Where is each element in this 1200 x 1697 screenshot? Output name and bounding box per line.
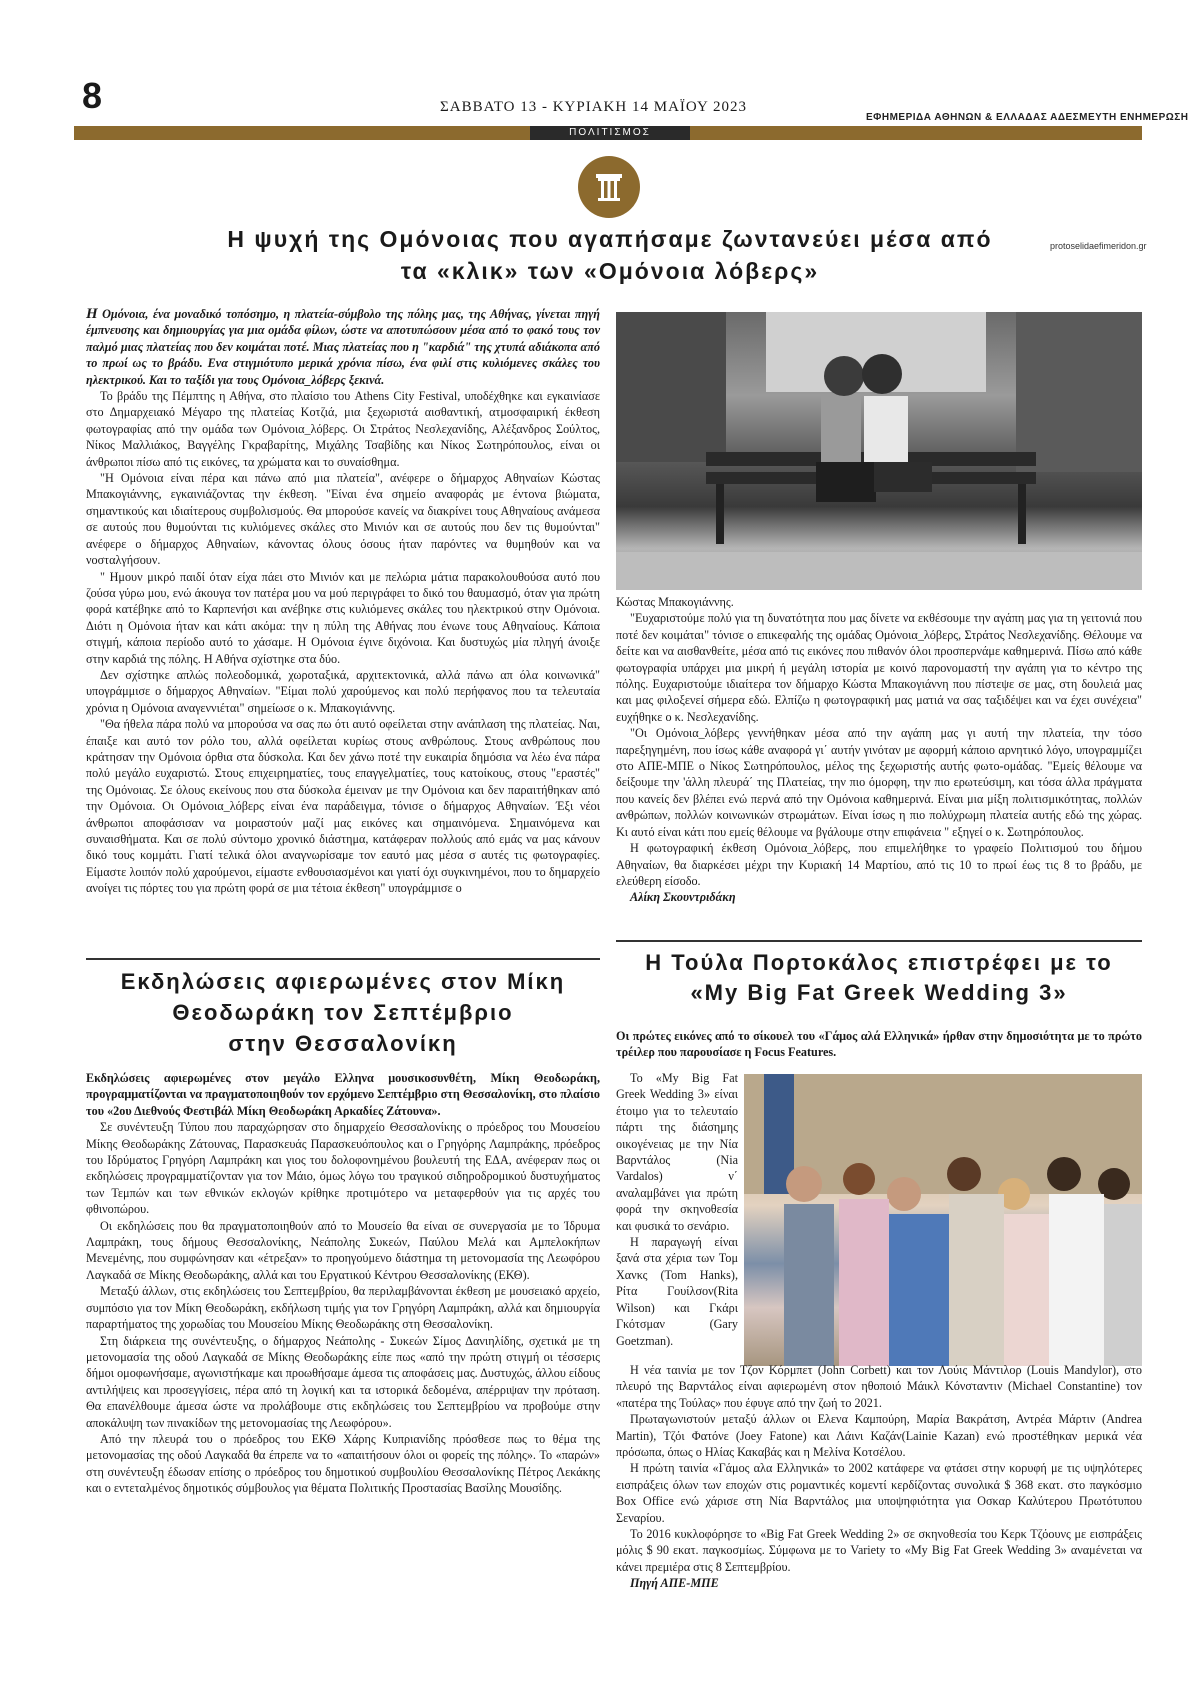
article2-paragraph: Στη διάρκεια της συνέντευξης, ο δήμαρχος Νεάπολης - Συκεών Σίμος Δανιηλίδης, σχετικά με τη μετονομασία της οδού Λαγκαδά σε Μίκης Θεοδωράκης είπε πως «από την πρώτη στιγμή οι τέσσερις δήμοι ομοφωνήσαμε, αγωνιστήκαμε και προωθήσαμε άμεσα τις αποφάσεις μας. Δυστυχώς, άλλου είδους αντιλήψεις και προσεγγίσεις, πέρα από τη λογική και τα ιστορικά δεδομένα, απέρριψαν την πρόταση. Θα επανέλθουμε άμεσα ώστε να προλάβουμε στις εκδηλώσεις του Σεπτεμβρίου να προβούμε στην αποκάλυψη των πινακίδων της μετονομασίας της Λεωφόρου». bbox=[86, 1333, 601, 1430]
article3-body-narrow bbox=[616, 1070, 738, 1360]
article1-dropcap: Η bbox=[86, 306, 98, 322]
article2-headline bbox=[86, 966, 600, 1059]
date-line: ΣΑΒΒΑΤΟ 13 - ΚΥΡΙΑΚΗ 14 ΜΑΪΟΥ 2023 bbox=[440, 99, 748, 115]
article1-paragraph: Η φωτογραφική έκθεση Ομόνοια_λόβερς, που επιμελήθηκε το γραφείο Πολιτισμού του δήμου Αθηναίων, θα διαρκέσει μέχρι την Κυριακή 14 Μαρτίου, από τις 10 το πρωί έως τις 8 το βράδυ, με ελεύθερη είσοδο. bbox=[616, 841, 1142, 888]
article3-headline bbox=[616, 948, 1142, 1008]
article3-headline-line1: Η Τούλα Πορτοκάλος επιστρέφει με το bbox=[645, 950, 1113, 975]
article1-paragraph: "Οι Ομόνοια_λόβερς γεννήθηκαν μέσα από την αγάπη μας γι αυτή την πλατεία, την τόσο παρεξηγημένη, που ίσως κάθε αναφορά γι΄ αυτήν γινόταν με αφορμή κάποιο αρνητικό λόγο, υπογραμμίζει στο ΑΠΕ-ΜΠΕ ο Νίκος Σωτηρόπουλος, μέλος της ξεχωριστής αυτής φωτο-ομάδας. "Εμείς θέλουμε να δείξουμε την 'άλλη πλευρά΄ της Πλατείας, την πιο όμορφη, την πιο ερωτεύσιμη, και τόσα άλλα πράγματα που κανείς δεν βλέπει ενώ περνά από την Ομόνοια καθημερινά. Είναι μια μίξη πολιτισμικότητας, πολλών ανθρώπων, πολλών κοινωνικών στρωμάτων. Είναι ίσως η πιο πολύχρωμη πλατεία αυτής εδώ της χώρας. Κι αυτό είναι κάτι που εμείς θέλουμε να βγάλουμε στην επιφάνεια " εξηγεί ο κ. Σωτηρόπουλος. bbox=[616, 726, 1142, 839]
article3-lead: Οι πρώτες εικόνες από το σίκουελ του «Γάμος αλά Ελληνικά» ήρθαν στην δημοσιότητα με το πρώτο τρέιλερ που παρουσίασε η Focus Features. bbox=[616, 1029, 1142, 1060]
article1-headline-line2: τα «κλικ» των «Ομόνοια λόβερς» bbox=[400, 258, 820, 284]
article1-headline-line1: Η ψυχή της Ομόνοιας που αγαπήσαμε ζωντανεύει μέσα από bbox=[227, 226, 993, 252]
site-watermark: protoselidaefimeridon.gr bbox=[1050, 241, 1147, 251]
article3-paragraph: Η νέα ταινία με τον Τζον Κόρμπετ (John Corbett) και τον Λούις Μάντιλορ (Louis Mandylor), στο πλευρό της Βαρντάλος είναι αφιερωμένη στον ηθοποιό Μάικλ Κόνσταντιν (Michael Constantine) τον «πατέρα της Τούλας» που έφυγε από την ζωή το 2021. bbox=[616, 1363, 1142, 1410]
article2-paragraph: Μεταξύ άλλων, στις εκδηλώσεις του Σεπτεμβρίου, θα περιλαμβάνονται έκθεση με μουσειακό αρχείο, συμπόσιο για τον Μίκη Θεοδωράκη, εκδήλωση τιμής για τον Γρηγόρη Λαμπράκη, αλλά και δημιουργία παραρτήματος της χορωδίας του Μουσείου Μίκης Θεοδωράκης στη Θεσσαλονίκη. bbox=[86, 1284, 600, 1332]
article1-paragraph: " Ημουν μικρό παιδί όταν είχα πάει στο Μινιόν και με πελώρια μάτια παρακολουθούσα αυτό που ζούσα γύρω μου, ενώ άκουγα τον πατέρα μου να μού περιγράφει το δικό του θαυμασμό, όταν για πρώτη φορά κατέβηκε από το Καρπενήσι και ανέβηκε στις κυλιόμενες σκάλες του ηλεκτρικού στην Ομόνοια. Διότι η Ομόνοια ήταν και κάτι ακόμα: την η πύλη της Αθήνας που ένωνε τους Αθηναίους. Κάποια στιγμή, κάποια περίοδο αυτό το χάσαμε. Η Ομόνοια έγινε διχόνοια. Και δυστυχώς μία πληγή άνοιξε στην καρδιά της πόλης. Η Αθήνα σχίστηκε στα δύο. bbox=[86, 569, 600, 666]
article3-paragraph: Το «My Big Fat Greek Wedding 3» είναι έτοιμο για το τελευταίο πάρτι της διάσημης οικογένειας με την Νία Βαρντάλος (Nia Vardalos) ν΄ αναλαμβάνει για πρώτη φορά την σκηνοθεσία και φυσικά το σενάριο. bbox=[616, 1071, 738, 1233]
article1-headline bbox=[210, 223, 1010, 287]
article2-headline-line1: Εκδηλώσεις αφιερωμένες στον Μίκη bbox=[120, 969, 566, 994]
article3-source: Πηγή ΑΠΕ-ΜΠΕ bbox=[630, 1576, 719, 1591]
section-label: ΠΟΛΙΤΙΣΜΟΣ bbox=[530, 126, 690, 140]
article1-body-right bbox=[616, 594, 1142, 926]
article1-paragraph: "Θα ήθελα πάρα πολύ να μπορούσα να σας πω ότι αυτό οφείλεται στην ανάπλαση της πλατείας. Ναι, έπαιξε και αυτό τον ρόλο του, αλλά οφείλεται κυρίως στους ανθρώπους. Στους ανθρώπους που κράτησαν την Ομόνοια όρθια στα δύσκολα. Και δεν χάνω ποτέ την ευκαιρία δημόσια να λέω ένα πάρα πολύ μεγάλο ευχαριστώ. Στους επιχειρηματίες, τους επαγγελματίες, τους κατοίκους, στους "εραστές" της Ομόνοιας. Σε όλους εκείνους που στα δύσκολα έμειναν με την Ομόνοια και δεν παραιτήθηκαν από την Ομόνοια. Οι Ομόνοια_λόβερς είναι ένα παράδειγμα, τόνισε ο δήμαρχος Αθηναίων. Έξι νέοι άνθρωποι αποφάσισαν να μοιραστούν μαζί μας εικόνες και σημαινόμενα. Σημαινόμενα και συναισθήματα. Και σε πολύ σύντομο χρονικό διάστημα, κατάφεραν πολλούς από εμάς να μας κάνουν δικό τους κομμάτι. Γιατί τελικά όλοι αναγνωρίσαμε τον εαυτό μας μέσα σ αυτές τις φωτογραφίες. Είμαστε λοιπόν πολύ χαρούμενοι, είμαστε ενθουσιασμένοι και γιατί όχι συγκινημένοι, που το δημαρχείο ανοίγει τις πόρτες του για πρώτη φορά σε μια τέτοια έκθεση" υπογράμμισε ο bbox=[86, 717, 600, 896]
divider bbox=[86, 958, 600, 960]
page-number: 8 bbox=[82, 75, 103, 116]
masthead-banner: ΕΦΗΜΕΡΙΔΑ ΑΘΗΝΩΝ & ΕΛΛΑΔΑΣ ΑΔΕΣΜΕΥΤΗ ΕΝΗΜΕΡΩΣΗ bbox=[866, 112, 1189, 123]
article3-paragraph: Το 2016 κυκλοφόρησε το «Big Fat Greek Wedding 2» σε σκηνοθεσία του Κερκ Τζόουνς με εισπράξεις μόλις $ 90 εκατ. παγκοσμίως. Σύμφωνα με το Variety το «My Big Fat Greek Wedding 3» αναμένεται να κάνει πρεμιέρα στις 8 Σεπτεμβρίου. bbox=[616, 1527, 1142, 1574]
article1-lead-text: Ομόνοια, ένα μοναδικό τοπόσημο, η πλατεία-σύμβολο της πόλης μας, της Αθήνας, γίνεται πηγή έμπνευσης και δημιουργίας για μια ομάδα φίλων, ώστε να αποτυπώσουν μέσα από το φακό τους τον παλμό μιας πλατείας που δεν κοιμάται ποτέ. Μιας πλατείας που η "καρδιά" της χτυπά αδιάκοπα από το πρωί ως το βράδυ. Ενα στιγμιότυπο μερικά χρόνια πίσω, ένα φιλί στις κυλιόμενες σκάλες του ηλεκτρικού. Και το ταξίδι για τους Ομόνοια_λόβερς ξεκινά. bbox=[86, 307, 600, 387]
article3-headline-line2: «My Big Fat Greek Wedding 3» bbox=[690, 980, 1068, 1005]
article2-paragraph: Σε συνέντευξη Τύπου που παραχώρησαν στο δημαρχείο Θεσσαλονίκης ο πρόεδρος του Μουσείου Μίκης Θεοδωράκης Ζάτουνας, Παρασκευάς Παρασκευόπουλος και ο Γρηγόρης Λαμπράκης, πρόεδρος του Ιδρύματος Γρηγόρη Λαμπράκη και γιος του δολοφονημένου βουλευτή της ΕΔΑ, ανέφεραν πως οι εκδηλώσεις προγραμματίζονταν για τον Μάιο, όμως λόγω του τραγικού σιδηροδρομικού δυστυχήματος των Τεμπών και των εθνικών εκλογών κρίθηκε προτιμότερο να μεταφερθούν για τις αρχές του φθινοπώρου. bbox=[86, 1120, 600, 1217]
article2-headline-line2: Θεοδωράκη τον Σεπτέμβριο bbox=[172, 1000, 514, 1025]
column-icon bbox=[578, 156, 640, 218]
article1-paragraph: Το βράδυ της Πέμπτης η Αθήνα, στο πλαίσιο του Athens City Festival, υποδέχθηκε και εγκαινίασε στο Δημαρχειακό Μέγαρο της πλατείας Κοτζιά, μια ξεχωριστά αισθαντική, ατμοσφαιρική έκθεση φωτογραφίας από την ομάδα των Ομόνοια_λόβερς. Οι Στράτος Νεσλεχανίδης, Αλέξανδρος Σούλτος, Νίκος Μαλλιάκος, Βαγγέλης Γκραβαρίτης, Μιχάλης Τσαβίδης και Νίκος Σωτηρόπουλος, είναι οι άνθρωποι πίσω από τις εικόνες, τα χρώματα και το συναίσθημα. bbox=[86, 389, 600, 469]
omonoia-couple-photo bbox=[616, 312, 1142, 590]
article2-paragraph: Από την πλευρά του ο πρόεδρος του ΕΚΘ Χάρης Κυπριανίδης πρόσθεσε πως το θέμα της μετονομασίας της οδού Λαγκαδά θα έπρεπε να το «απαιτήσουν όλοι οι φορείς της πόλης». Το «παρών» στη συνέντευξη έδωσαν επίσης ο πρόεδρος του δημοτικού συμβουλίου Θεσσαλονίκης Πέτρος Λεκάκης και ο εντεταλμένος δημοτικός σύμβουλος για θέματα Πολιτικής Προστασίας Βασίλης Μουσίδης. bbox=[86, 1431, 600, 1496]
article2-headline-line3: στην Θεσσαλονίκη bbox=[228, 1031, 458, 1056]
article1-byline: Αλίκη Σκουντριδάκη bbox=[630, 890, 736, 905]
article3-paragraph: Πρωταγωνιστούν μεταξύ άλλων οι Ελενα Καμπούρη, Μαρία Βακράτση, Αντρέα Μάρτιν (Andrea Martin), Τζόι Φατόνε (Joey Fatone) και Λάινι Καζάν(Lainie Kazan) ενώ προστέθηκαν μερικά νέα πρόσωπα, όπως ο Ηλίας Κακαβάς και η Μελίνα Κοτσέλου. bbox=[616, 1412, 1142, 1460]
article1-paragraph: Δεν σχίστηκε απλώς πολεοδομικά, χωροταξικά, αρχιτεκτονικά, αλλά πάνω απ όλα κοινωνικά" υπογράμμισε ο δήμαρχος Αθηναίων. "Είμαι πολύ χαρούμενος και πολύ περήφανος που τα τελευταία χρόνια η Ομόνοια αναγεννιέται" σημείωσε ο κ. Μπακογιάννης. bbox=[86, 667, 600, 715]
article1-body-left bbox=[86, 306, 600, 954]
article3-paragraph: Η παραγωγή είναι ξανά στα χέρια των Τομ Χανκς (Tom Hanks), Ρίτα Γουίλσον(Rita Wilson) και Γκάρι Γκότσμαν (Gary Goetzman). bbox=[616, 1235, 738, 1348]
article1-paragraph: "Η Ομόνοια είναι πέρα και πάνω από μια πλατεία", ανέφερε ο δήμαρχος Αθηναίων Κώστας Μπακογιάννης, εγκαινιάζοντας την έκθεση. "Είναι ένα σημείο αναφοράς με έντονα βιώματα, σημαντικούς και ιδιαίτερους συμβολισμούς. Θα μπορούσε κανείς να διακρίνει τους Αθηναίους ανάμεσα σε αυτούς που θυμούνται τις κυλιόμενες σκάλες στο Μινιόν και σε αυτούς που δεν τις θυμούνται" ανέφερε ο δήμαρχος Αθηναίων, κάνοντας όλους όσους ήταν παρόντες να θυμηθούν και να νοσταλγήσουν. bbox=[86, 471, 600, 568]
article1-paragraph-continued: Κώστας Μπακογιάννης. bbox=[616, 595, 734, 609]
article3-paragraph: Η πρώτη ταινία «Γάμος αλα Ελληνικά» το 2002 κατάφερε να φτάσει στην κορυφή με τις υψηλότερες εισπράξεις όλων των εποχών στις ρομαντικές κομεντί κερδίζοντας συνολικά $ 368 εκατ. στο παγκόσμιο Box Office ενώ χάρισε στη Νία Βαρντάλος μια υποψηφιότητα για Οσκαρ Καλύτερου Πρωτότυπου Σεναρίου. bbox=[616, 1461, 1142, 1525]
article2-lead: Εκδηλώσεις αφιερωμένες στον μεγάλο Ελληνα μουσικοσυνθέτη, Μίκη Θεοδωράκη, προγραμματίζονται να πραγματοποιηθούν τον ερχόμενο Σεπτέμβριο στη Θεσσαλονίκη, στο πλαίσιο του «2ου Διεθνούς Φεστιβάλ Μίκη Θεοδωράκη Αρκαδίες Ζάτουνα». bbox=[86, 1071, 600, 1118]
article1-paragraph: "Ευχαριστούμε πολύ για τη δυνατότητα που μας δίνετε να εκθέσουμε την αγάπη μας για τη γειτονιά που ποτέ δεν κοιμάται" τόνισε ο επικεφαλής της ομάδας Ομόνοια_λόβερς, Στράτος Νεσλεχανίδης. Θέλουμε να δείτε και να αισθανθείτε, μέσα από τις εικόνες που πιθανόν όλοι προσπερνάμε καθημερινά. Πίσω από κάθε φωτογραφία υπάρχει μια μικρή ή μεγάλη ιστορία με κοινό παρονομαστή την αγάπη για το κέντρο της πόλης. Ευχαριστούμε ιδιαίτερα τον δήμαρχο Κώστα Μπακογιάννη που πίστεψε σε μας, στη δουλειά μας και μας φιλοξενεί σήμερα εδώ. Ελπίζω η φωτογραφική μας ματιά να σας ταξιδέψει και να έχει συνέχεια" ευχήθηκε ο κ. Νεσλεχανίδης. bbox=[616, 611, 1142, 724]
divider bbox=[616, 940, 1142, 942]
article2-paragraph: Οι εκδηλώσεις που θα πραγματοποιηθούν από το Μουσείο θα είναι σε συνεργασία με το Ίδρυμα Λαμπράκη, τους δήμους Θεσσαλονίκης, Νεάπολης Συκεών, Παύλου Μελά και Αμπελοκήπων Μενεμένης, που συμφώνησαν και «έτρεξαν» το προηγούμενο διάστημα τη μετονομασία της Λεωφόρου Λαγκαδά σε Μίκης Θεοδωράκης, αλλά και του Εργατικού Κέντρου Θεσσαλονίκης (ΕΚΘ). bbox=[86, 1218, 600, 1282]
article2-body bbox=[86, 1070, 600, 1610]
article3-body bbox=[616, 1362, 1142, 1602]
article1-lead bbox=[86, 306, 600, 388]
wedding-cast-photo bbox=[744, 1074, 1142, 1366]
